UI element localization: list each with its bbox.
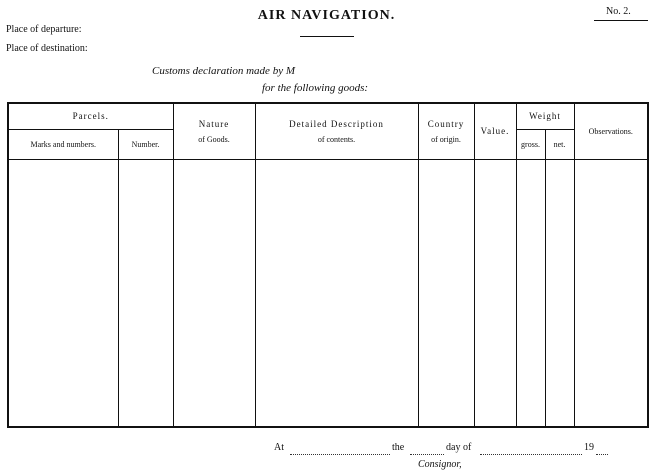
goods-table — [7, 102, 649, 428]
nature-cell[interactable] — [173, 159, 255, 427]
description-header-line2: of contents. — [317, 134, 356, 144]
footer-dayof-label: day of — [446, 442, 472, 453]
observations-cell[interactable] — [574, 159, 648, 427]
weight-header: Weight — [516, 103, 574, 129]
day-field[interactable] — [410, 444, 444, 455]
footer-at-label: At — [274, 442, 284, 453]
net-header: net. — [545, 129, 574, 159]
footer-year-label: 19 — [584, 442, 594, 453]
declaration-line-1: Customs declaration made by M — [152, 65, 295, 77]
form-title: AIR NAVIGATION. — [257, 8, 396, 23]
country-header-line1: Country — [427, 118, 465, 129]
net-cell[interactable] — [545, 159, 574, 427]
value-cell[interactable] — [474, 159, 516, 427]
country-cell[interactable] — [418, 159, 474, 427]
value-header: Value. — [474, 103, 516, 159]
parcels-header: Parcels. — [8, 103, 173, 129]
nature-header-line2: of Goods. — [198, 134, 230, 144]
place-field[interactable] — [290, 444, 390, 455]
gross-cell[interactable] — [516, 159, 545, 427]
departure-label: Place of departure: — [6, 24, 82, 35]
marks-cell[interactable] — [8, 159, 118, 427]
observations-header: Observations. — [574, 103, 648, 159]
number-header: Number. — [118, 129, 173, 159]
title-underline — [300, 36, 354, 37]
form-number: No. 2. — [606, 6, 631, 17]
description-header — [255, 103, 418, 159]
country-header-line2: of origin. — [431, 134, 461, 144]
year-field[interactable] — [596, 444, 608, 455]
consignor-label: Consignor, — [418, 459, 462, 470]
description-cell[interactable] — [255, 159, 418, 427]
description-header-line1: Detailed Description — [289, 118, 384, 129]
nature-header — [173, 103, 255, 159]
gross-header: gross. — [516, 129, 545, 159]
month-field[interactable] — [480, 444, 582, 455]
country-header — [418, 103, 474, 159]
footer-the-label: the — [392, 442, 405, 453]
number-cell[interactable] — [118, 159, 173, 427]
nature-header-line1: Nature — [198, 118, 230, 129]
form-number-underline — [594, 20, 648, 21]
destination-label: Place of destination: — [6, 43, 88, 54]
declaration-line-2: for the following goods: — [262, 82, 369, 94]
marks-header: Marks and numbers. — [8, 129, 118, 159]
